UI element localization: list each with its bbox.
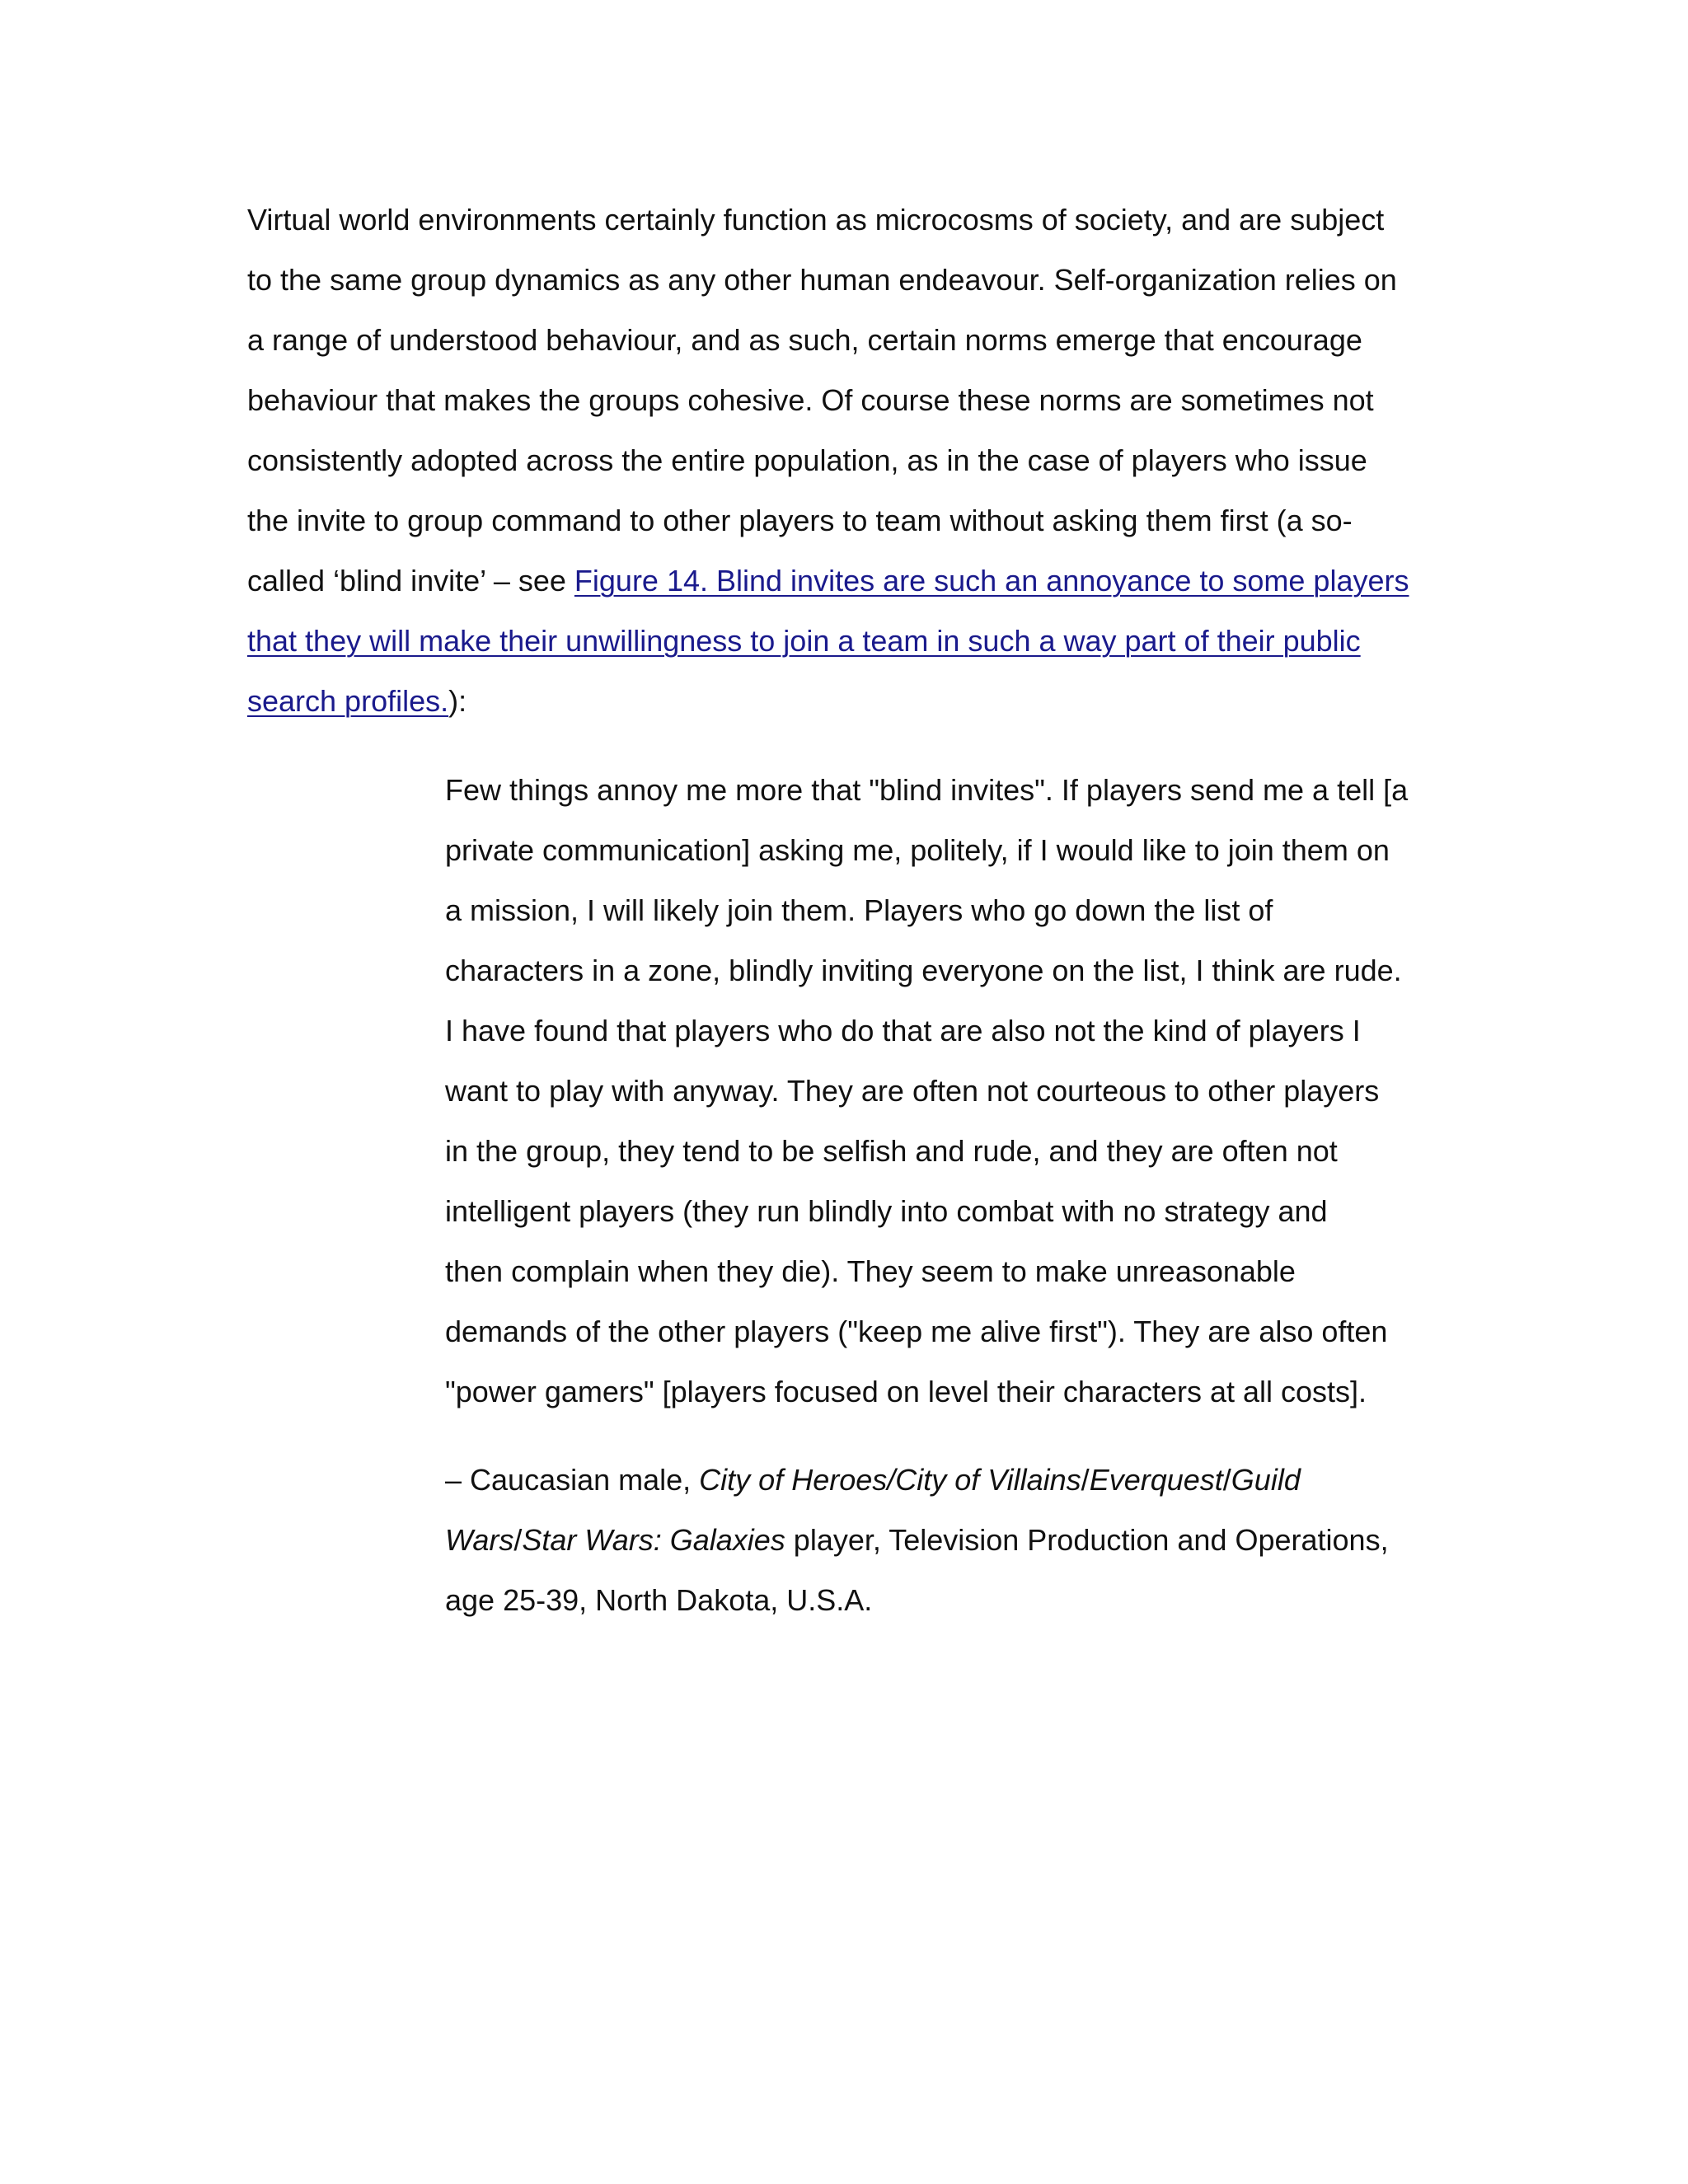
player-quote xyxy=(445,760,1434,1422)
game-title: Star Wars: Galaxies xyxy=(522,1523,785,1557)
quote-line: I have found that players who do that are also not the kind of players I xyxy=(445,1014,1361,1047)
paragraph-line: Virtual world environments certainly function as microcosms of society, and are subject xyxy=(247,203,1385,237)
paragraph-line: consistently adopted across the entire population, as in the case of players who issue xyxy=(247,443,1367,477)
body-paragraph xyxy=(247,190,1434,731)
separator: / xyxy=(1222,1463,1231,1497)
quote-line: Few things annoy me more that "blind invites". If players send me a tell [a xyxy=(445,773,1409,807)
figure-14-link-end[interactable]: search profiles. xyxy=(247,684,449,718)
paragraph-line: the invite to group command to other players to team without asking them first (a so- xyxy=(247,504,1353,537)
paragraph-line: to the same group dynamics as any other human endeavour. Self-organization relies on xyxy=(247,263,1397,297)
separator: / xyxy=(513,1523,523,1557)
attribution-suffix: player, Television Production and Operations, xyxy=(785,1523,1389,1557)
quote-line: want to play with anyway. They are often not courteous to other players xyxy=(445,1074,1380,1108)
game-title: City of Heroes/City of Villains xyxy=(699,1463,1081,1497)
paragraph-line-prefix: called ‘blind invite’ – see xyxy=(247,564,574,598)
quote-line: private communication] asking me, politely, if I would like to join them on xyxy=(445,833,1390,867)
quote-line: intelligent players (they run blindly into combat with no strategy and xyxy=(445,1194,1328,1228)
paragraph-line-with-link xyxy=(247,551,1434,611)
attribution-line xyxy=(445,1450,1434,1510)
separator: / xyxy=(1081,1463,1090,1497)
attribution-line: age 25-39, North Dakota, U.S.A. xyxy=(445,1583,873,1617)
quote-line: a mission, I will likely join them. Players who go down the list of xyxy=(445,893,1273,927)
attribution-line xyxy=(445,1510,1434,1570)
paragraph-line-link-end xyxy=(247,671,1434,731)
game-title: Everquest xyxy=(1089,1463,1223,1497)
paragraph-line-link xyxy=(247,611,1434,671)
quote-line: demands of the other players ("keep me alive first"). They are also often xyxy=(445,1315,1388,1348)
quote-line: characters in a zone, blindly inviting everyone on the list, I think are rude. xyxy=(445,954,1402,987)
paragraph-line: behaviour that makes the groups cohesive. Of course these norms are sometimes not xyxy=(247,383,1374,417)
quote-line: then complain when they die). They seem to make unreasonable xyxy=(445,1254,1296,1288)
quote-attribution xyxy=(445,1450,1434,1630)
quote-line: "power gamers" [players focused on level their characters at all costs]. xyxy=(445,1375,1367,1408)
game-title: Guild xyxy=(1231,1463,1301,1497)
paragraph-line: a range of understood behaviour, and as such, certain norms emerge that encourage xyxy=(247,323,1362,357)
figure-14-link[interactable]: Figure 14. Blind invites are such an annoyance to some players xyxy=(574,564,1409,598)
figure-14-link-continued[interactable]: that they will make their unwillingness to join a team in such a way part of their public xyxy=(247,624,1361,658)
attribution-prefix: – Caucasian male, xyxy=(445,1463,700,1497)
link-closing-text: ): xyxy=(448,684,467,718)
quote-line: in the group, they tend to be selfish and rude, and they are often not xyxy=(445,1134,1338,1168)
game-title: Wars xyxy=(445,1523,514,1557)
